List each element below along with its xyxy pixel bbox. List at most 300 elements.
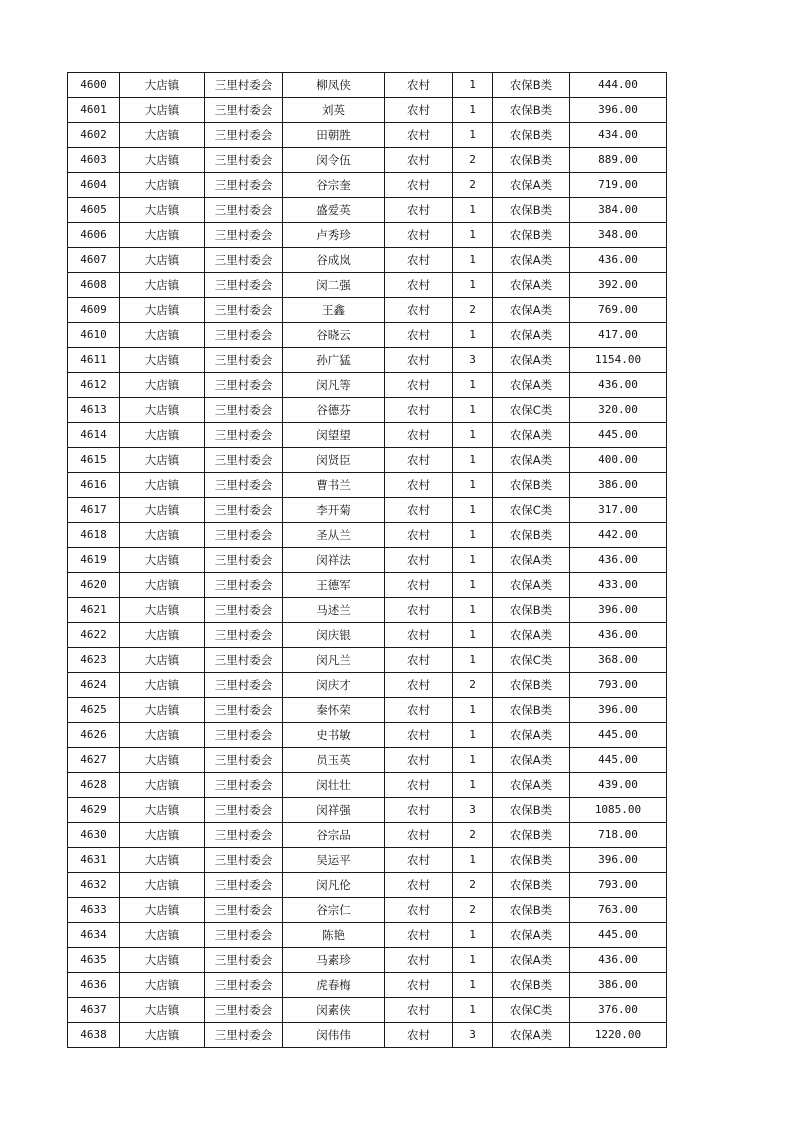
cell-count: 1 [453, 373, 493, 398]
cell-amount: 439.00 [570, 773, 667, 798]
cell-id: 4612 [68, 373, 120, 398]
table-row [68, 448, 667, 473]
cell-area: 农村 [385, 73, 453, 98]
cell-amount: 392.00 [570, 273, 667, 298]
cell-town: 大店镇 [120, 998, 205, 1023]
cell-count: 1 [453, 848, 493, 873]
cell-id: 4610 [68, 323, 120, 348]
cell-amount: 444.00 [570, 73, 667, 98]
cell-name: 闵令伍 [283, 148, 385, 173]
cell-category: 农保A类 [493, 173, 570, 198]
cell-area: 农村 [385, 498, 453, 523]
cell-area: 农村 [385, 323, 453, 348]
cell-area: 农村 [385, 573, 453, 598]
cell-category: 农保B类 [493, 823, 570, 848]
cell-amount: 396.00 [570, 98, 667, 123]
cell-count: 1 [453, 973, 493, 998]
cell-town: 大店镇 [120, 823, 205, 848]
cell-amount: 368.00 [570, 648, 667, 673]
cell-area: 农村 [385, 248, 453, 273]
cell-category: 农保A类 [493, 373, 570, 398]
cell-count: 1 [453, 498, 493, 523]
cell-amount: 769.00 [570, 298, 667, 323]
cell-id: 4605 [68, 198, 120, 223]
cell-id: 4620 [68, 573, 120, 598]
cell-amount: 436.00 [570, 248, 667, 273]
cell-id: 4611 [68, 348, 120, 373]
cell-id: 4614 [68, 423, 120, 448]
cell-name: 刘英 [283, 98, 385, 123]
cell-area: 农村 [385, 523, 453, 548]
cell-count: 3 [453, 348, 493, 373]
cell-town: 大店镇 [120, 348, 205, 373]
cell-id: 4609 [68, 298, 120, 323]
cell-amount: 434.00 [570, 123, 667, 148]
cell-committee: 三里村委会 [205, 998, 283, 1023]
cell-name: 圣从兰 [283, 523, 385, 548]
cell-name: 闵祥强 [283, 798, 385, 823]
cell-amount: 445.00 [570, 423, 667, 448]
cell-amount: 442.00 [570, 523, 667, 548]
cell-name: 谷宗仁 [283, 898, 385, 923]
cell-town: 大店镇 [120, 473, 205, 498]
cell-category: 农保A类 [493, 348, 570, 373]
cell-name: 田朝胜 [283, 123, 385, 148]
cell-area: 农村 [385, 223, 453, 248]
cell-count: 1 [453, 323, 493, 348]
table-row [68, 873, 667, 898]
cell-category: 农保C类 [493, 648, 570, 673]
cell-id: 4629 [68, 798, 120, 823]
cell-category: 农保A类 [493, 423, 570, 448]
cell-category: 农保A类 [493, 1023, 570, 1048]
cell-category: 农保A类 [493, 948, 570, 973]
table-row [68, 123, 667, 148]
cell-id: 4604 [68, 173, 120, 198]
cell-amount: 384.00 [570, 198, 667, 223]
cell-town: 大店镇 [120, 373, 205, 398]
cell-count: 1 [453, 73, 493, 98]
cell-count: 2 [453, 148, 493, 173]
cell-id: 4633 [68, 898, 120, 923]
cell-count: 1 [453, 398, 493, 423]
table-row [68, 223, 667, 248]
cell-town: 大店镇 [120, 798, 205, 823]
cell-name: 马素珍 [283, 948, 385, 973]
cell-committee: 三里村委会 [205, 898, 283, 923]
cell-category: 农保C类 [493, 498, 570, 523]
cell-amount: 445.00 [570, 723, 667, 748]
cell-category: 农保B类 [493, 898, 570, 923]
table-row [68, 798, 667, 823]
cell-amount: 436.00 [570, 948, 667, 973]
cell-category: 农保A类 [493, 323, 570, 348]
cell-town: 大店镇 [120, 1023, 205, 1048]
cell-town: 大店镇 [120, 948, 205, 973]
cell-category: 农保B类 [493, 73, 570, 98]
cell-id: 4638 [68, 1023, 120, 1048]
cell-committee: 三里村委会 [205, 498, 283, 523]
cell-committee: 三里村委会 [205, 73, 283, 98]
cell-count: 1 [453, 198, 493, 223]
cell-amount: 1085.00 [570, 798, 667, 823]
cell-id: 4616 [68, 473, 120, 498]
cell-committee: 三里村委会 [205, 448, 283, 473]
cell-name: 闵庆银 [283, 623, 385, 648]
cell-committee: 三里村委会 [205, 248, 283, 273]
cell-area: 农村 [385, 798, 453, 823]
cell-category: 农保B类 [493, 123, 570, 148]
cell-amount: 719.00 [570, 173, 667, 198]
cell-count: 1 [453, 623, 493, 648]
cell-area: 农村 [385, 973, 453, 998]
cell-count: 1 [453, 998, 493, 1023]
cell-id: 4625 [68, 698, 120, 723]
cell-name: 曹书兰 [283, 473, 385, 498]
cell-name: 谷德芬 [283, 398, 385, 423]
cell-area: 农村 [385, 848, 453, 873]
table-row [68, 98, 667, 123]
cell-count: 1 [453, 948, 493, 973]
cell-category: 农保B类 [493, 98, 570, 123]
cell-category: 农保B类 [493, 223, 570, 248]
cell-area: 农村 [385, 148, 453, 173]
table-row [68, 698, 667, 723]
cell-committee: 三里村委会 [205, 748, 283, 773]
cell-area: 农村 [385, 398, 453, 423]
cell-amount: 400.00 [570, 448, 667, 473]
cell-town: 大店镇 [120, 973, 205, 998]
cell-id: 4632 [68, 873, 120, 898]
cell-committee: 三里村委会 [205, 273, 283, 298]
cell-id: 4624 [68, 673, 120, 698]
cell-committee: 三里村委会 [205, 673, 283, 698]
cell-count: 1 [453, 573, 493, 598]
table-row [68, 548, 667, 573]
cell-committee: 三里村委会 [205, 573, 283, 598]
cell-category: 农保A类 [493, 723, 570, 748]
cell-category: 农保A类 [493, 748, 570, 773]
cell-id: 4621 [68, 598, 120, 623]
table-row [68, 998, 667, 1023]
cell-committee: 三里村委会 [205, 323, 283, 348]
cell-area: 农村 [385, 948, 453, 973]
table-row [68, 323, 667, 348]
table-row [68, 673, 667, 698]
cell-committee: 三里村委会 [205, 623, 283, 648]
cell-committee: 三里村委会 [205, 723, 283, 748]
table-row [68, 748, 667, 773]
cell-count: 1 [453, 773, 493, 798]
cell-name: 闵素侠 [283, 998, 385, 1023]
cell-committee: 三里村委会 [205, 948, 283, 973]
cell-id: 4630 [68, 823, 120, 848]
cell-committee: 三里村委会 [205, 148, 283, 173]
cell-amount: 763.00 [570, 898, 667, 923]
table-row [68, 648, 667, 673]
cell-category: 农保A类 [493, 573, 570, 598]
cell-name: 闵望望 [283, 423, 385, 448]
cell-id: 4613 [68, 398, 120, 423]
cell-id: 4608 [68, 273, 120, 298]
cell-count: 1 [453, 423, 493, 448]
cell-name: 陈艳 [283, 923, 385, 948]
cell-area: 农村 [385, 648, 453, 673]
cell-amount: 889.00 [570, 148, 667, 173]
cell-town: 大店镇 [120, 548, 205, 573]
cell-town: 大店镇 [120, 748, 205, 773]
table-row [68, 348, 667, 373]
cell-name: 马述兰 [283, 598, 385, 623]
table-row [68, 723, 667, 748]
table-row [68, 523, 667, 548]
cell-amount: 445.00 [570, 748, 667, 773]
cell-count: 1 [453, 923, 493, 948]
cell-committee: 三里村委会 [205, 123, 283, 148]
cell-committee: 三里村委会 [205, 773, 283, 798]
cell-committee: 三里村委会 [205, 923, 283, 948]
cell-name: 闵祥法 [283, 548, 385, 573]
cell-committee: 三里村委会 [205, 848, 283, 873]
cell-amount: 386.00 [570, 473, 667, 498]
cell-name: 史书敏 [283, 723, 385, 748]
cell-count: 1 [453, 748, 493, 773]
cell-count: 1 [453, 698, 493, 723]
cell-town: 大店镇 [120, 423, 205, 448]
cell-area: 农村 [385, 348, 453, 373]
cell-amount: 417.00 [570, 323, 667, 348]
cell-area: 农村 [385, 823, 453, 848]
cell-count: 1 [453, 448, 493, 473]
cell-amount: 317.00 [570, 498, 667, 523]
cell-amount: 445.00 [570, 923, 667, 948]
table-row [68, 273, 667, 298]
cell-name: 闵凡伦 [283, 873, 385, 898]
cell-id: 4618 [68, 523, 120, 548]
table-row [68, 423, 667, 448]
cell-id: 4622 [68, 623, 120, 648]
cell-committee: 三里村委会 [205, 598, 283, 623]
cell-count: 1 [453, 223, 493, 248]
table-row [68, 298, 667, 323]
cell-amount: 793.00 [570, 873, 667, 898]
cell-area: 农村 [385, 373, 453, 398]
table-row [68, 248, 667, 273]
cell-id: 4623 [68, 648, 120, 673]
cell-id: 4626 [68, 723, 120, 748]
table-row [68, 398, 667, 423]
cell-id: 4600 [68, 73, 120, 98]
cell-town: 大店镇 [120, 273, 205, 298]
cell-count: 1 [453, 473, 493, 498]
cell-amount: 436.00 [570, 548, 667, 573]
cell-town: 大店镇 [120, 573, 205, 598]
cell-committee: 三里村委会 [205, 973, 283, 998]
table-row [68, 948, 667, 973]
cell-id: 4602 [68, 123, 120, 148]
cell-category: 农保B类 [493, 473, 570, 498]
cell-town: 大店镇 [120, 198, 205, 223]
cell-area: 农村 [385, 1023, 453, 1048]
table-row [68, 823, 667, 848]
table-row [68, 498, 667, 523]
cell-area: 农村 [385, 548, 453, 573]
cell-count: 1 [453, 98, 493, 123]
table-row [68, 373, 667, 398]
cell-area: 农村 [385, 98, 453, 123]
cell-area: 农村 [385, 923, 453, 948]
cell-count: 2 [453, 173, 493, 198]
cell-count: 1 [453, 723, 493, 748]
cell-category: 农保B类 [493, 523, 570, 548]
cell-name: 闵壮壮 [283, 773, 385, 798]
cell-count: 3 [453, 1023, 493, 1048]
cell-id: 4631 [68, 848, 120, 873]
cell-name: 秦怀荣 [283, 698, 385, 723]
cell-amount: 348.00 [570, 223, 667, 248]
table-row [68, 848, 667, 873]
cell-area: 农村 [385, 473, 453, 498]
cell-town: 大店镇 [120, 773, 205, 798]
cell-area: 农村 [385, 448, 453, 473]
cell-id: 4627 [68, 748, 120, 773]
table-row [68, 898, 667, 923]
cell-name: 卢秀珍 [283, 223, 385, 248]
cell-count: 1 [453, 598, 493, 623]
table-row [68, 773, 667, 798]
table-row [68, 598, 667, 623]
cell-category: 农保A类 [493, 248, 570, 273]
cell-name: 李开菊 [283, 498, 385, 523]
cell-town: 大店镇 [120, 898, 205, 923]
cell-town: 大店镇 [120, 248, 205, 273]
cell-category: 农保B类 [493, 698, 570, 723]
cell-category: 农保A类 [493, 548, 570, 573]
cell-category: 农保B类 [493, 848, 570, 873]
cell-count: 2 [453, 673, 493, 698]
cell-category: 农保B类 [493, 198, 570, 223]
cell-town: 大店镇 [120, 98, 205, 123]
cell-town: 大店镇 [120, 123, 205, 148]
cell-committee: 三里村委会 [205, 798, 283, 823]
cell-id: 4635 [68, 948, 120, 973]
cell-id: 4619 [68, 548, 120, 573]
cell-count: 3 [453, 798, 493, 823]
cell-town: 大店镇 [120, 298, 205, 323]
cell-category: 农保B类 [493, 873, 570, 898]
cell-area: 农村 [385, 873, 453, 898]
cell-name: 吴运平 [283, 848, 385, 873]
cell-name: 谷宗品 [283, 823, 385, 848]
cell-area: 农村 [385, 748, 453, 773]
cell-name: 谷晓云 [283, 323, 385, 348]
cell-id: 4607 [68, 248, 120, 273]
cell-amount: 718.00 [570, 823, 667, 848]
cell-amount: 320.00 [570, 398, 667, 423]
cell-amount: 1154.00 [570, 348, 667, 373]
cell-category: 农保A类 [493, 623, 570, 648]
cell-category: 农保B类 [493, 673, 570, 698]
cell-town: 大店镇 [120, 398, 205, 423]
cell-name: 孙广猛 [283, 348, 385, 373]
table-row [68, 973, 667, 998]
table-row [68, 623, 667, 648]
cell-category: 农保A类 [493, 773, 570, 798]
cell-town: 大店镇 [120, 923, 205, 948]
cell-category: 农保A类 [493, 273, 570, 298]
cell-id: 4634 [68, 923, 120, 948]
cell-id: 4603 [68, 148, 120, 173]
cell-count: 1 [453, 648, 493, 673]
cell-name: 盛爱英 [283, 198, 385, 223]
cell-committee: 三里村委会 [205, 98, 283, 123]
cell-name: 谷宗奎 [283, 173, 385, 198]
cell-area: 农村 [385, 673, 453, 698]
cell-area: 农村 [385, 698, 453, 723]
cell-area: 农村 [385, 298, 453, 323]
cell-amount: 386.00 [570, 973, 667, 998]
cell-count: 2 [453, 298, 493, 323]
cell-committee: 三里村委会 [205, 823, 283, 848]
cell-amount: 433.00 [570, 573, 667, 598]
cell-town: 大店镇 [120, 598, 205, 623]
cell-amount: 396.00 [570, 848, 667, 873]
cell-category: 农保B类 [493, 148, 570, 173]
cell-committee: 三里村委会 [205, 873, 283, 898]
cell-count: 1 [453, 248, 493, 273]
cell-town: 大店镇 [120, 673, 205, 698]
table-row [68, 73, 667, 98]
cell-name: 员玉英 [283, 748, 385, 773]
cell-town: 大店镇 [120, 73, 205, 98]
cell-committee: 三里村委会 [205, 223, 283, 248]
cell-name: 闵庆才 [283, 673, 385, 698]
cell-amount: 1220.00 [570, 1023, 667, 1048]
cell-committee: 三里村委会 [205, 398, 283, 423]
cell-id: 4617 [68, 498, 120, 523]
cell-amount: 436.00 [570, 623, 667, 648]
cell-town: 大店镇 [120, 448, 205, 473]
cell-name: 闵二强 [283, 273, 385, 298]
cell-count: 1 [453, 523, 493, 548]
cell-category: 农保A类 [493, 298, 570, 323]
cell-committee: 三里村委会 [205, 348, 283, 373]
cell-id: 4628 [68, 773, 120, 798]
cell-category: 农保C类 [493, 998, 570, 1023]
cell-committee: 三里村委会 [205, 523, 283, 548]
cell-amount: 396.00 [570, 598, 667, 623]
cell-committee: 三里村委会 [205, 423, 283, 448]
cell-area: 农村 [385, 173, 453, 198]
cell-town: 大店镇 [120, 173, 205, 198]
cell-town: 大店镇 [120, 648, 205, 673]
benefit-table [67, 72, 667, 1048]
table-row [68, 148, 667, 173]
cell-count: 1 [453, 123, 493, 148]
cell-area: 农村 [385, 773, 453, 798]
cell-count: 2 [453, 823, 493, 848]
cell-area: 农村 [385, 198, 453, 223]
cell-town: 大店镇 [120, 698, 205, 723]
table-row [68, 473, 667, 498]
cell-category: 农保C类 [493, 398, 570, 423]
cell-id: 4606 [68, 223, 120, 248]
cell-town: 大店镇 [120, 523, 205, 548]
table-row [68, 198, 667, 223]
cell-committee: 三里村委会 [205, 373, 283, 398]
cell-name: 闵凡等 [283, 373, 385, 398]
cell-committee: 三里村委会 [205, 298, 283, 323]
